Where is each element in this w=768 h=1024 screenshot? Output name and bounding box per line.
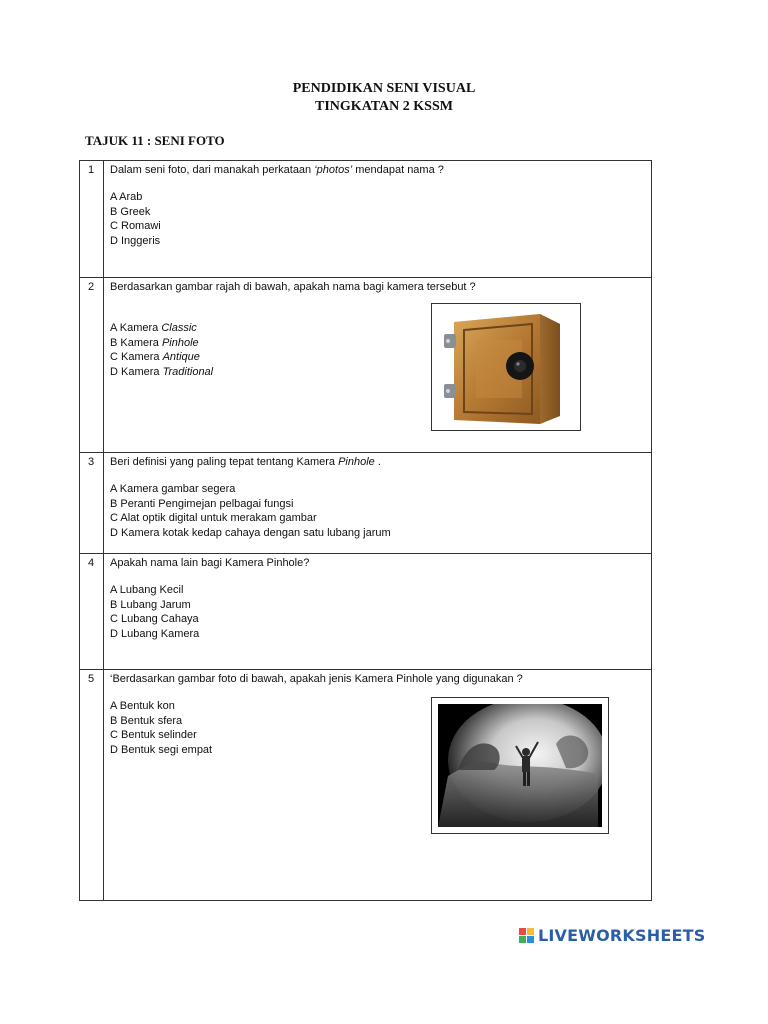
question-text: ‘Berdasarkan gambar foto di bawah, apakah jenis Kamera Pinhole yang digunakan ? [110, 673, 523, 685]
option-c[interactable]: C Kamera Antique [110, 351, 200, 364]
pinhole-photo-image [431, 697, 609, 834]
option-d[interactable]: D Bentuk segi empat [110, 744, 213, 757]
option-a[interactable]: A Lubang Kecil [110, 584, 184, 596]
quiz-table [79, 160, 652, 901]
question-number: 4 [88, 557, 95, 569]
options-list [110, 482, 391, 541]
brand-name: LIVEWORKSHEETS [538, 926, 706, 945]
question-row-3 [80, 453, 651, 554]
option-b[interactable]: B Kamera Pinhole [110, 336, 199, 349]
question-row-1 [80, 161, 651, 278]
option-b[interactable]: B Greek [110, 205, 151, 218]
vignette-photo-illustration [438, 704, 602, 827]
question-text: Berdasarkan gambar rajah di bawah, apakah nama bagi kamera tersebut ? [110, 281, 476, 293]
option-d[interactable]: D Kamera Traditional [110, 366, 214, 379]
question-text: Apakah nama lain bagi Kamera Pinhole? [110, 557, 310, 569]
question-text: Dalam seni foto, dari manakah perkataan ‘photos’ mendapat nama ? [110, 164, 444, 176]
options-list [110, 699, 212, 758]
liveworksheets-icon [519, 928, 535, 944]
question-number: 5 [88, 673, 95, 685]
question-row-5 [80, 670, 651, 900]
option-c[interactable]: C Romawi [110, 220, 161, 233]
option-a[interactable]: A Bentuk kon [110, 700, 175, 712]
liveworksheets-logo[interactable] [519, 926, 705, 945]
options-list [110, 190, 161, 249]
option-b[interactable]: B Peranti Pengimejan pelbagai fungsi [110, 497, 294, 510]
option-b[interactable]: B Bentuk sfera [110, 714, 183, 727]
option-d[interactable]: D Kamera kotak kedap cahaya dengan satu lubang jarum [110, 527, 391, 540]
question-row-4 [80, 554, 651, 670]
option-c[interactable]: C Alat optik digital untuk merakam gambar [110, 512, 317, 525]
option-a[interactable]: A Arab [110, 191, 143, 203]
document-title: PENDIDIKAN SENI VISUAL [292, 81, 476, 96]
question-number: 3 [88, 456, 95, 468]
option-a[interactable]: A Kamera Classic [110, 322, 197, 334]
option-c[interactable]: C Lubang Cahaya [110, 613, 199, 626]
section-heading: TAJUK 11 : SENI FOTO [85, 133, 225, 148]
question-number: 1 [88, 164, 95, 176]
option-d[interactable]: D Inggeris [110, 235, 161, 248]
question-row-2 [80, 278, 651, 453]
question-number: 2 [88, 281, 95, 293]
option-a[interactable]: A Kamera gambar segera [110, 483, 236, 495]
question-text: Beri definisi yang paling tepat tentang Kamera Pinhole . [110, 456, 381, 468]
option-b[interactable]: B Lubang Jarum [110, 598, 191, 611]
wooden-camera-illustration [432, 304, 580, 430]
options-list [110, 321, 213, 380]
option-c[interactable]: C Bentuk selinder [110, 729, 197, 742]
option-d[interactable]: D Lubang Kamera [110, 628, 200, 641]
pinhole-camera-image [431, 303, 581, 431]
options-list [110, 583, 199, 642]
document-subtitle: TINGKATAN 2 KSSM [315, 99, 453, 114]
